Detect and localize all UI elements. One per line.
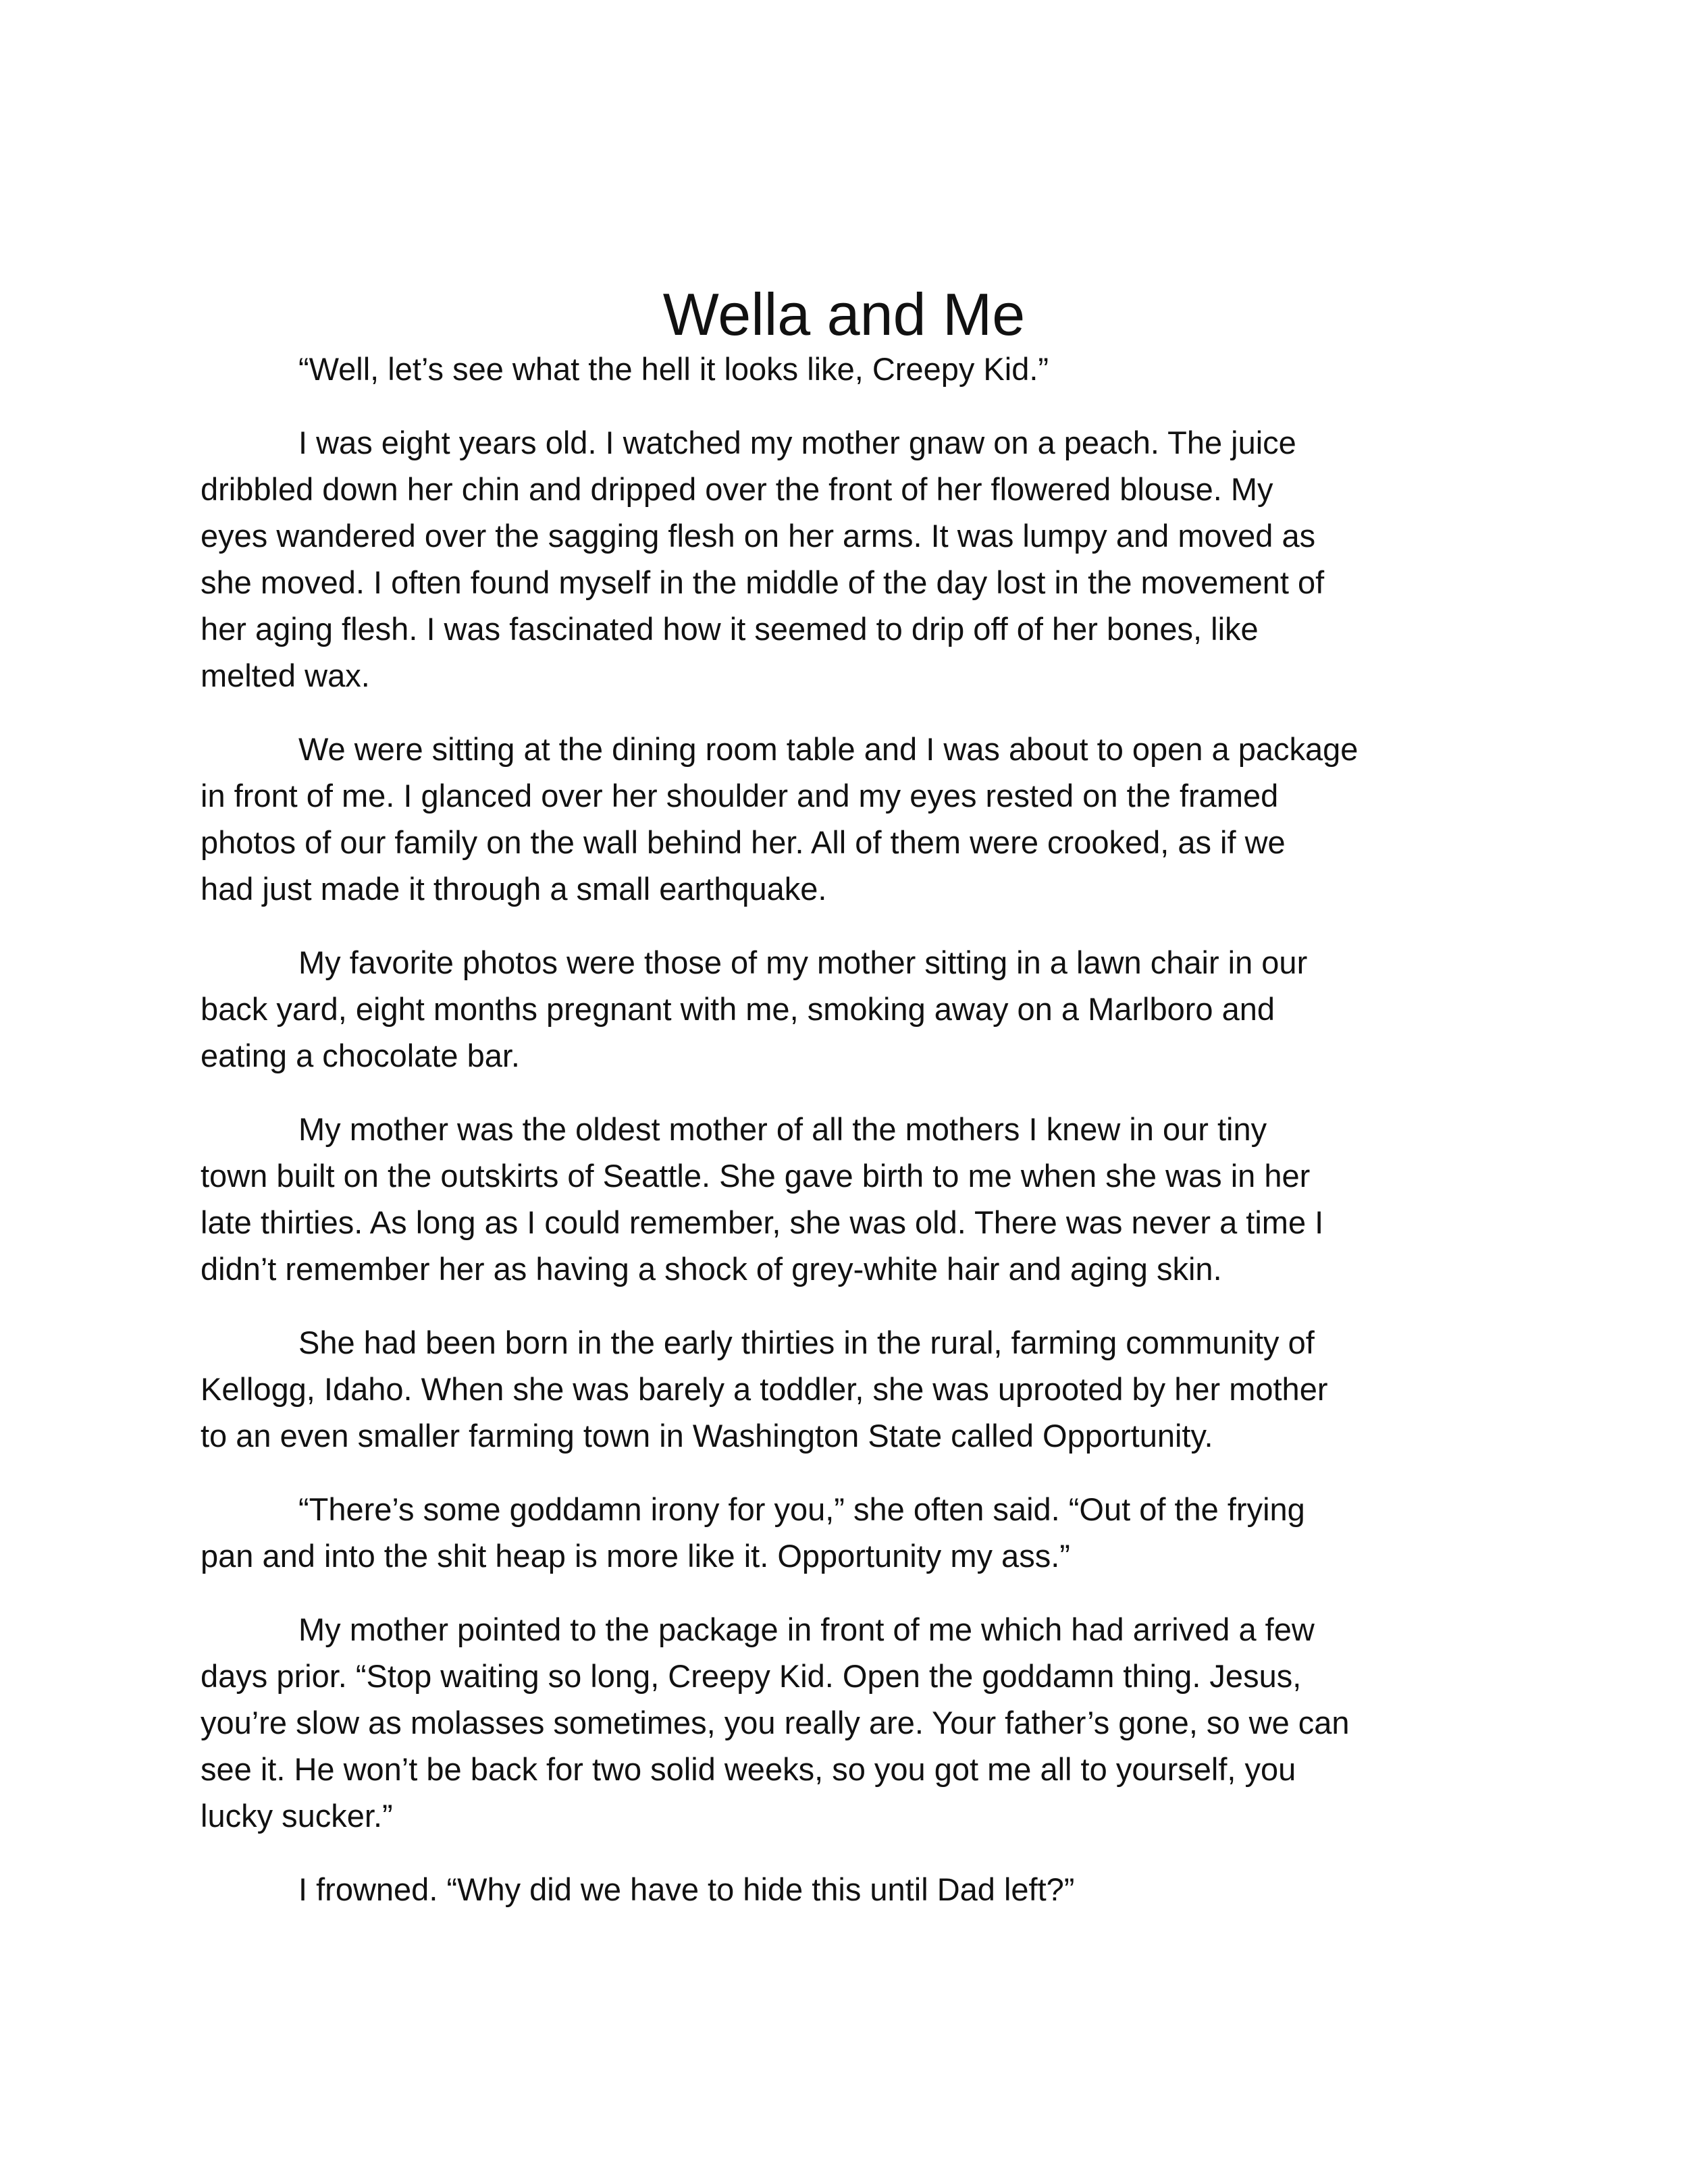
paragraph-7	[201, 1486, 1494, 1579]
paragraph-4	[201, 939, 1494, 1079]
text-line: late thirties. As long as I could remember, she was old. There was never a time I	[201, 1204, 1324, 1240]
text-line: days prior. “Stop waiting so long, Creepy Kid. Open the goddamn thing. Jesus,	[201, 1658, 1302, 1694]
text-line: you’re slow as molasses sometimes, you really are. Your father’s gone, so we can	[201, 1705, 1350, 1740]
text-line: see it. He won’t be back for two solid weeks, so you got me all to yourself, you	[201, 1751, 1296, 1787]
text-line: My mother pointed to the package in front of me which had arrived a few	[298, 1612, 1315, 1647]
text-line: photos of our family on the wall behind her. All of them were crooked, as if we	[201, 824, 1286, 860]
text-line: melted wax.	[201, 658, 370, 693]
text-line: I was eight years old. I watched my mother gnaw on a peach. The juice	[298, 425, 1296, 460]
text-line: she moved. I often found myself in the middle of the day lost in the movement of	[201, 564, 1325, 600]
document-title: Wella and Me	[662, 280, 1026, 348]
text-line: eating a chocolate bar.	[201, 1038, 520, 1073]
text-line: Kellogg, Idaho. When she was barely a toddler, she was uprooted by her mother	[201, 1371, 1328, 1407]
text-line: to an even smaller farming town in Washington State called Opportunity.	[201, 1418, 1213, 1454]
paragraph-5	[201, 1106, 1494, 1292]
text-line: in front of me. I glanced over her shoulder and my eyes rested on the framed	[201, 778, 1279, 814]
paragraph-3	[201, 726, 1494, 912]
text-line: “There’s some goddamn irony for you,” she often said. “Out of the frying	[298, 1491, 1305, 1527]
paragraph-9	[201, 1866, 1494, 1913]
text-line: lucky sucker.”	[201, 1798, 393, 1834]
text-line: didn’t remember her as having a shock of grey-white hair and aging skin.	[201, 1251, 1222, 1287]
document-body	[201, 346, 1494, 1940]
text-line: My mother was the oldest mother of all the mothers I knew in our tiny	[298, 1111, 1267, 1147]
paragraph-1	[201, 346, 1494, 392]
text-line: My favorite photos were those of my mother sitting in a lawn chair in our	[298, 944, 1308, 980]
text-line: dribbled down her chin and dripped over the front of her flowered blouse. My	[201, 471, 1273, 507]
text-line: eyes wandered over the sagging flesh on her arms. It was lumpy and moved as	[201, 518, 1316, 554]
text-line: I frowned. “Why did we have to hide this until Dad left?”	[298, 1871, 1075, 1907]
text-line: We were sitting at the dining room table and I was about to open a package	[298, 731, 1359, 767]
paragraph-2	[201, 419, 1494, 699]
text-line: her aging flesh. I was fascinated how it seemed to drip off of her bones, like	[201, 611, 1259, 647]
text-line: town built on the outskirts of Seattle. She gave birth to me when she was in her	[201, 1158, 1311, 1194]
paragraph-6	[201, 1319, 1494, 1459]
paragraph-8	[201, 1606, 1494, 1839]
text-line: “Well, let’s see what the hell it looks like, Creepy Kid.”	[298, 351, 1049, 387]
text-line: back yard, eight months pregnant with me, smoking away on a Marlboro and	[201, 991, 1275, 1027]
text-line: pan and into the shit heap is more like it. Opportunity my ass.”	[201, 1538, 1070, 1574]
text-line: She had been born in the early thirties in the rural, farming community of	[298, 1325, 1315, 1360]
text-line: had just made it through a small earthquake.	[201, 871, 827, 907]
